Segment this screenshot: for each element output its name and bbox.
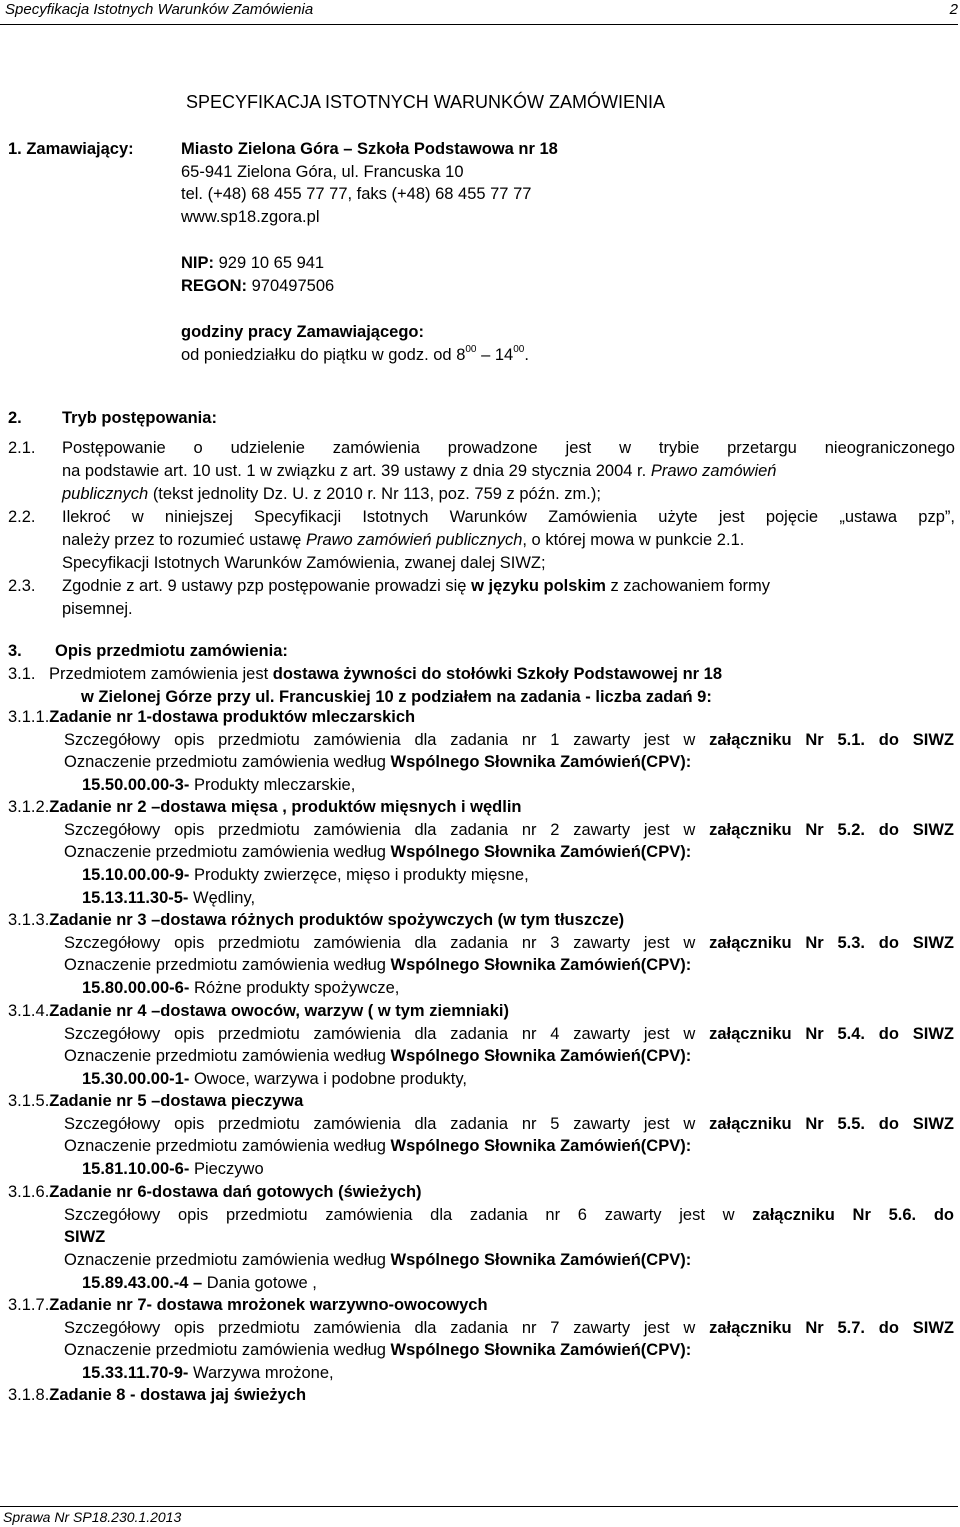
- s1-hours-text: od poniedziałku do piątku w godz. od $8^{00} - 14^{00}$.: [181, 344, 529, 364]
- s2-heading-num: 2.: [8, 409, 22, 427]
- task-cpv-code-1-1: 15.50.00.00-3- Produkty mleczarskie,: [82, 776, 356, 795]
- document-title: SPECYFIKACJA ISTOTNYCH WARUNKÓW ZAMÓWIENIA: [186, 92, 666, 112]
- task-title-7: 3.1.7.Zadanie nr 7- dostawa mrożonek warzywno-owocowych: [8, 1296, 488, 1314]
- task-title-6: 3.1.6.Zadanie nr 6-dostawa dań gotowych (świeżych): [8, 1183, 422, 1201]
- page-number: 2: [949, 1, 958, 18]
- s2-p2-line3: Specyfikacji Istotnych Warunków Zamówienia, zwanej dalej SIWZ;: [62, 554, 546, 572]
- s2-p3-line1: Zgodnie z art. 9 ustawy pzp postępowanie prowadzi się w języku polskim z zachowaniem formy: [62, 577, 771, 595]
- s3-heading: Opis przedmiotu zamówienia:: [55, 642, 288, 660]
- task-title-4: 3.1.4.Zadanie nr 4 –dostawa owoców, warzyw ( w tym ziemniaki): [8, 1002, 509, 1020]
- task-description-4: Szczegółowy opis przedmiotu zamówienia dla zadania nr 4 zawarty jest w załączniku Nr 5.4. do SIWZ: [64, 1024, 954, 1043]
- s3-heading-num: 3.: [8, 642, 22, 660]
- task-description-1: Szczegółowy opis przedmiotu zamówienia dla zadania nr 1 zawarty jest w załączniku Nr 5.1. do SIWZ: [64, 730, 954, 749]
- s2-p2-num: 2.2.: [8, 508, 36, 526]
- s2-p1-num: 2.1.: [8, 439, 36, 457]
- task-title-5: 3.1.5.Zadanie nr 5 –dostawa pieczywa: [8, 1092, 304, 1110]
- s2-p1-line3: publicznych (tekst jednolity Dz. U. z 2010 r. Nr 113, poz. 759 z późn. zm.);: [62, 485, 601, 503]
- s3-p1-line2: w Zielonej Górze przy ul. Francuskiej 10 z podziałem na zadania - liczba zadań 9:: [81, 688, 712, 706]
- task-cpv-label-4: Oznaczenie przedmiotu zamówienia według Wspólnego Słownika Zamówień(CPV):: [64, 1047, 692, 1066]
- s2-p3-num: 2.3.: [8, 577, 36, 595]
- task-description-3: Szczegółowy opis przedmiotu zamówienia dla zadania nr 3 zawarty jest w załączniku Nr 5.3. do SIWZ: [64, 933, 954, 952]
- s2-p1-line1: Postępowanie o udzielenie zamówienia prowadzone jest w trybie przetargu nieograniczonego: [62, 439, 955, 457]
- task-description-cont-6: SIWZ: [64, 1228, 106, 1247]
- task-description-5: Szczegółowy opis przedmiotu zamówienia dla zadania nr 5 zawarty jest w załączniku Nr 5.5. do SIWZ: [64, 1114, 954, 1133]
- s3-p1-num: 3.1.: [8, 665, 36, 683]
- task-cpv-label-5: Oznaczenie przedmiotu zamówienia według Wspólnego Słownika Zamówień(CPV):: [64, 1137, 692, 1156]
- footer-case-number: Sprawa Nr SP18.230.1.2013: [3, 1509, 182, 1525]
- task-cpv-code-3-1: 15.80.00.00-6- Różne produkty spożywcze,: [82, 979, 400, 998]
- task-cpv-label-3: Oznaczenie przedmiotu zamówienia według Wspólnego Słownika Zamówień(CPV):: [64, 956, 692, 975]
- task-title-2: 3.1.2.Zadanie nr 2 –dostawa mięsa , produktów mięsnych i wędlin: [8, 798, 522, 816]
- s2-p3-line2: pisemnej.: [62, 600, 133, 618]
- s2-heading: Tryb postępowania:: [62, 409, 217, 427]
- task-description-7: Szczegółowy opis przedmiotu zamówienia dla zadania nr 7 zawarty jest w załączniku Nr 5.7. do SIWZ: [64, 1318, 954, 1337]
- s1-nip: NIP: 929 10 65 941: [181, 254, 325, 272]
- s1-www: www.sp18.zgora.pl: [181, 208, 320, 226]
- s1-name: Miasto Zielona Góra – Szkoła Podstawowa nr 18: [181, 140, 558, 158]
- task-title-8: 3.1.8.Zadanie 8 - dostawa jaj świeżych: [8, 1386, 307, 1404]
- task-description-2: Szczegółowy opis przedmiotu zamówienia dla zadania nr 2 zawarty jest w załączniku Nr 5.2. do SIWZ: [64, 820, 954, 839]
- footer-divider: [0, 1506, 958, 1507]
- s1-address: 65-941 Zielona Góra, ul. Francuska 10: [181, 163, 464, 181]
- task-title-1: 3.1.1.Zadanie nr 1-dostawa produktów mleczarskich: [8, 708, 416, 726]
- task-cpv-label-7: Oznaczenie przedmiotu zamówienia według Wspólnego Słownika Zamówień(CPV):: [64, 1341, 692, 1360]
- task-cpv-label-2: Oznaczenie przedmiotu zamówienia według Wspólnego Słownika Zamówień(CPV):: [64, 843, 692, 862]
- page-header: [0, 0, 960, 22]
- task-cpv-code-7-1: 15.33.11.70-9- Warzywa mrożone,: [82, 1364, 334, 1383]
- task-cpv-label-1: Oznaczenie przedmiotu zamówienia według Wspólnego Słownika Zamówień(CPV):: [64, 753, 692, 772]
- s3-p1-line1: Przedmiotem zamówienia jest dostawa żywności do stołówki Szkoły Podstawowej nr 18: [49, 665, 723, 683]
- s2-p2-line2: należy przez to rozumieć ustawę Prawo zamówień publicznych, o której mowa w punkcie 2.1.: [62, 531, 745, 549]
- header-title: Specyfikacja Istotnych Warunków Zamówienia: [5, 1, 314, 18]
- task-cpv-code-5-1: 15.81.10.00-6- Pieczywo: [82, 1160, 264, 1179]
- task-cpv-code-2-1: 15.10.00.00-9- Produkty zwierzęce, mięso i produkty mięsne,: [82, 866, 529, 885]
- task-cpv-code-2-2: 15.13.11.30-5- Wędliny,: [82, 888, 256, 907]
- s2-p1-line2: na podstawie art. 10 ust. 1 w związku z art. 39 ustawy z dnia 29 stycznia 2004 r. Prawo zamówień: [62, 462, 777, 480]
- task-cpv-label-6: Oznaczenie przedmiotu zamówienia według Wspólnego Słownika Zamówień(CPV):: [64, 1251, 692, 1270]
- s1-label: 1. Zamawiający:: [8, 140, 134, 158]
- task-description-6: Szczegółowy opis przedmiotu zamówienia dla zadania nr 6 zawarty jest w załączniku Nr 5.6. do: [64, 1205, 954, 1224]
- s1-regon: REGON: 970497506: [181, 277, 335, 295]
- s1-hours-title: godziny pracy Zamawiającego:: [181, 323, 424, 341]
- task-cpv-code-6-1: 15.89.43.00.-4 – Dania gotowe ,: [82, 1273, 317, 1292]
- s1-phone: tel. (+48) 68 455 77 77, faks (+48) 68 455 77 77: [181, 185, 532, 203]
- header-divider: [0, 24, 958, 25]
- task-title-3: 3.1.3.Zadanie nr 3 –dostawa różnych produktów spożywczych (w tym tłuszcze): [8, 911, 625, 929]
- task-cpv-code-4-1: 15.30.00.00-1- Owoce, warzywa i podobne produkty,: [82, 1070, 467, 1089]
- s2-p2-line1: Ilekroć w niniejszej Specyfikacji Istotnych Warunków Zamówienia użyte jest pojęcie „ustawa pzp”,: [62, 508, 955, 526]
